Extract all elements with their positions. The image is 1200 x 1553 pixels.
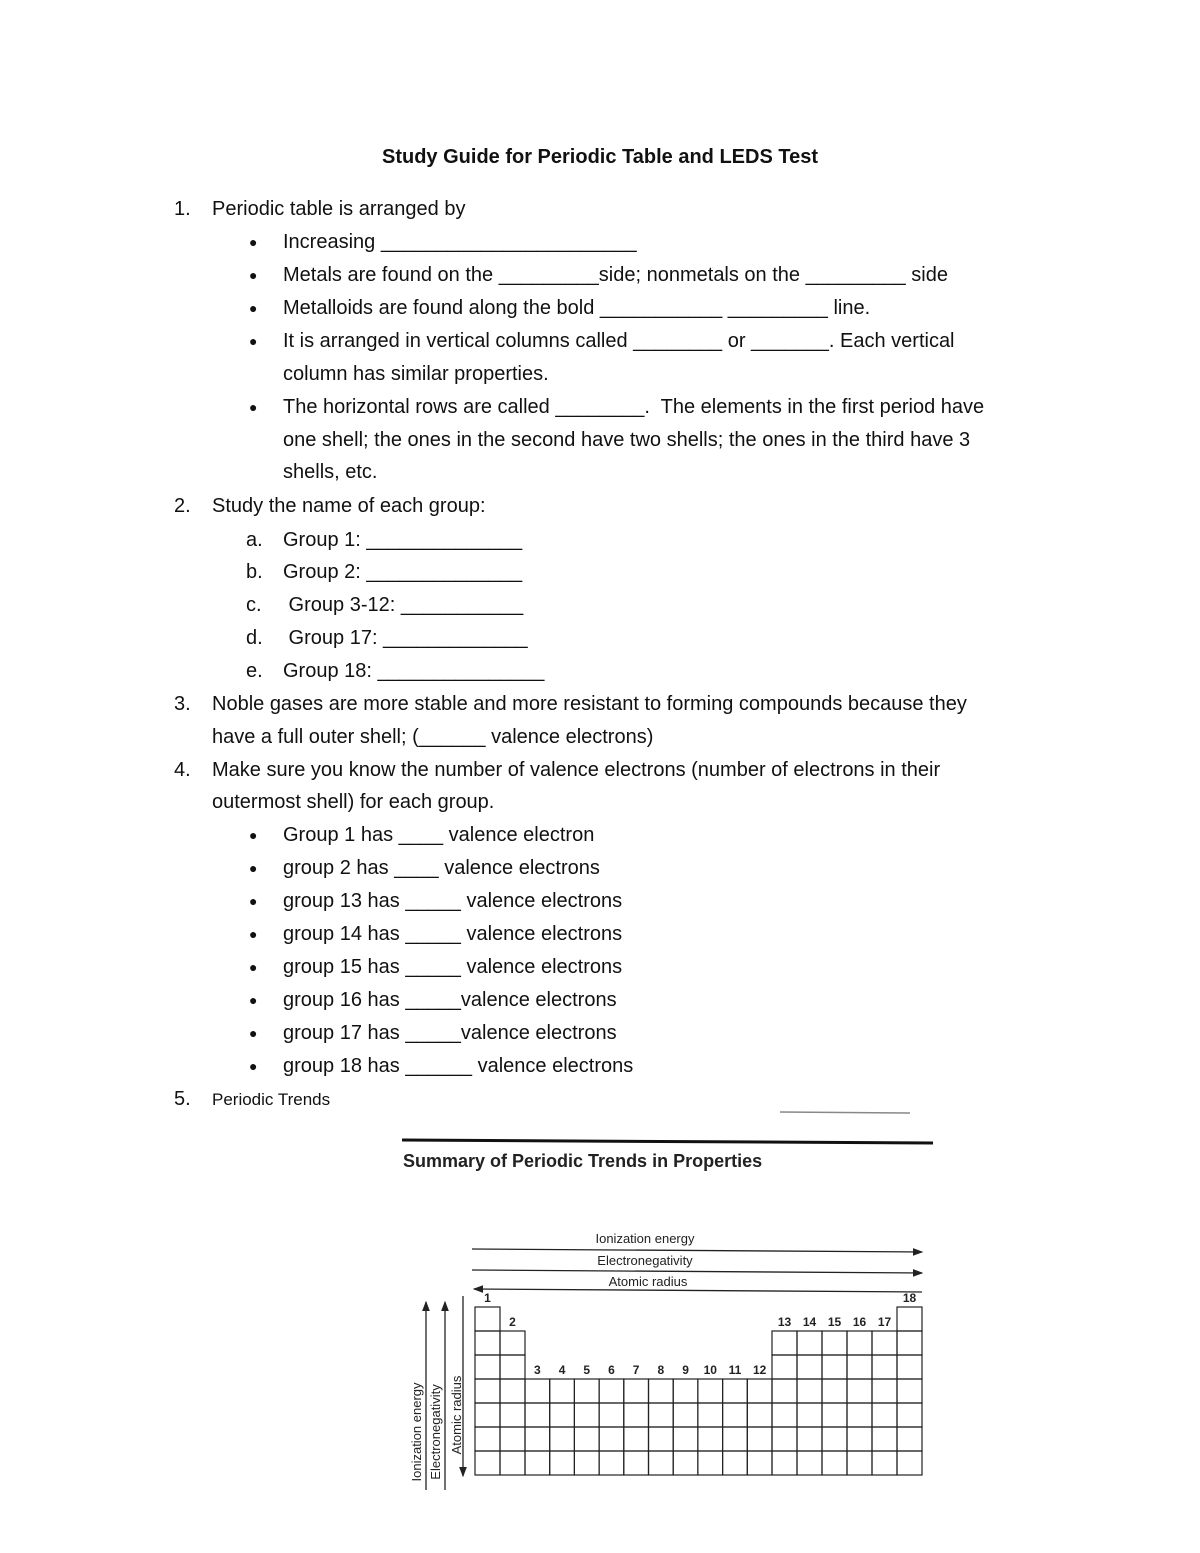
table-cell [822, 1331, 847, 1355]
table-cell [599, 1427, 624, 1451]
table-cell [847, 1451, 872, 1475]
group-label: 3 [534, 1363, 541, 1377]
group-label: 2 [509, 1315, 516, 1329]
table-cell [897, 1355, 922, 1379]
trend-label-electronegativity: Electronegativity [597, 1253, 693, 1268]
list-item: group 2 has ____ valence electrons [283, 857, 600, 879]
table-cell [847, 1355, 872, 1379]
list-item: Increasing _______________________ [283, 231, 637, 253]
bullet-icon: ● [249, 333, 258, 349]
vertical-label-ionization: Ionization energy [409, 1382, 424, 1482]
figure-title: Summary of Periodic Trends in Properties [403, 1151, 763, 1171]
question-text: Periodic table is arranged by [212, 198, 466, 220]
table-cell [822, 1427, 847, 1451]
group-label: 18 [902, 1291, 917, 1305]
table-cell [525, 1451, 550, 1475]
question-number: 3. [174, 693, 191, 715]
table-cell [698, 1403, 723, 1427]
table-cell [897, 1307, 922, 1331]
bullet-icon: ● [249, 1058, 258, 1074]
table-cell [897, 1451, 922, 1475]
bullet-icon: ● [249, 860, 258, 876]
table-cell [624, 1379, 649, 1403]
table-cell [525, 1379, 550, 1403]
list-item: Metalloids are found along the bold ___________ _________ line. [283, 297, 871, 319]
divider [402, 1140, 933, 1143]
table-cell [525, 1427, 550, 1451]
table-cell [475, 1403, 500, 1427]
divider [780, 1112, 910, 1113]
table-cell [475, 1355, 500, 1379]
group-label: 1 [484, 1291, 491, 1305]
table-cell [772, 1451, 797, 1475]
table-cell [673, 1379, 698, 1403]
table-cell [772, 1331, 797, 1355]
list-item: group 17 has _____valence electrons [283, 1022, 617, 1044]
group-label: 14 [802, 1315, 817, 1329]
question-text: Periodic Trends [212, 1090, 331, 1109]
group-label: 7 [632, 1363, 640, 1377]
table-cell [649, 1379, 674, 1403]
table-cell [897, 1331, 922, 1355]
table-cell [772, 1355, 797, 1379]
table-cell [847, 1403, 872, 1427]
page-title: Study Guide for Periodic Table and LEDS Test [382, 146, 818, 168]
table-cell [897, 1379, 922, 1403]
trend-arrow-right [472, 1270, 922, 1273]
list-item: group 15 has _____ valence electrons [283, 956, 623, 978]
group-label: 13 [777, 1315, 792, 1329]
list-item: shells, etc. [283, 461, 378, 483]
table-cell [500, 1403, 525, 1427]
bullet-icon: ● [249, 926, 258, 942]
table-cell [574, 1451, 599, 1475]
list-letter: b. [246, 561, 263, 583]
question-number: 4. [174, 759, 191, 781]
bullet-icon: ● [249, 267, 258, 283]
table-cell [772, 1427, 797, 1451]
list-item: Metals are found on the _________side; nonmetals on the _________ side [283, 264, 948, 286]
group-label: 17 [877, 1315, 892, 1329]
list-letter: d. [246, 627, 263, 649]
table-cell [500, 1427, 525, 1451]
question-number: 5. [174, 1088, 191, 1110]
bullet-icon: ● [249, 959, 258, 975]
bullet-icon: ● [249, 399, 258, 415]
list-item: The horizontal rows are called ________. The elements in the first period have [283, 396, 985, 418]
table-cell [475, 1307, 500, 1331]
table-cell [599, 1403, 624, 1427]
table-cell [723, 1403, 748, 1427]
table-cell [797, 1427, 822, 1451]
table-cell [649, 1427, 674, 1451]
table-cell [599, 1379, 624, 1403]
table-cell [797, 1331, 822, 1355]
table-cell [500, 1331, 525, 1355]
table-cell [574, 1427, 599, 1451]
list-item: Group 1 has ____ valence electron [283, 824, 595, 846]
trend-arrow-right [472, 1249, 922, 1252]
table-cell [747, 1379, 772, 1403]
table-cell [872, 1355, 897, 1379]
table-cell [649, 1451, 674, 1475]
group-label: 9 [682, 1363, 689, 1377]
question-text: outermost shell) for each group. [212, 791, 495, 813]
group-label: 6 [608, 1363, 615, 1377]
table-cell [574, 1379, 599, 1403]
list-item: group 16 has _____valence electrons [283, 989, 617, 1011]
table-cell [723, 1427, 748, 1451]
table-cell [747, 1427, 772, 1451]
table-cell [872, 1403, 897, 1427]
bullet-icon: ● [249, 1025, 258, 1041]
trend-arrow-left [474, 1289, 922, 1292]
question-number: 2. [174, 495, 191, 517]
vertical-label-electronegativity: Electronegativity [428, 1384, 443, 1480]
table-cell [698, 1379, 723, 1403]
list-item: Group 2: ______________ [283, 561, 523, 583]
bullet-icon: ● [249, 893, 258, 909]
table-cell [797, 1451, 822, 1475]
table-cell [475, 1427, 500, 1451]
bullet-icon: ● [249, 827, 258, 843]
list-item: Group 18: _______________ [283, 660, 545, 682]
group-label: 10 [703, 1363, 717, 1377]
table-cell [822, 1379, 847, 1403]
vertical-label-atomic-radius: Atomic radius [449, 1375, 464, 1455]
table-cell [847, 1379, 872, 1403]
group-label: 8 [657, 1363, 665, 1377]
table-cell [649, 1403, 674, 1427]
list-item: group 18 has ______ valence electrons [283, 1055, 634, 1077]
table-cell [500, 1355, 525, 1379]
list-letter: c. [246, 594, 262, 616]
table-cell [723, 1451, 748, 1475]
table-cell [698, 1451, 723, 1475]
group-label: 15 [827, 1315, 842, 1329]
table-cell [822, 1355, 847, 1379]
table-cell [822, 1403, 847, 1427]
group-label: 5 [583, 1363, 591, 1377]
group-label: 4 [558, 1363, 566, 1377]
table-cell [897, 1427, 922, 1451]
group-label: 12 [752, 1363, 767, 1377]
list-item: Group 17: _____________ [283, 627, 528, 649]
table-cell [772, 1403, 797, 1427]
table-cell [847, 1427, 872, 1451]
bullet-icon: ● [249, 234, 258, 250]
table-cell [772, 1379, 797, 1403]
group-label: 11 [728, 1363, 742, 1377]
question-text: Make sure you know the number of valence electrons (number of electrons in their [212, 759, 941, 781]
question-number: 1. [174, 198, 191, 220]
trend-label-ionization: Ionization energy [595, 1231, 695, 1246]
group-label: 16 [852, 1315, 867, 1329]
table-cell [624, 1403, 649, 1427]
table-cell [475, 1331, 500, 1355]
question-text: Noble gases are more stable and more resistant to forming compounds because they [212, 693, 967, 715]
table-cell [673, 1427, 698, 1451]
list-item: group 14 has _____ valence electrons [283, 923, 623, 945]
table-cell [550, 1403, 575, 1427]
table-cell [673, 1451, 698, 1475]
table-cell [698, 1427, 723, 1451]
table-cell [797, 1379, 822, 1403]
table-cell [872, 1427, 897, 1451]
table-cell [747, 1451, 772, 1475]
table-cell [624, 1451, 649, 1475]
list-item: one shell; the ones in the second have two shells; the ones in the third have 3 [283, 429, 971, 451]
table-cell [500, 1379, 525, 1403]
table-cell [599, 1451, 624, 1475]
table-cell [723, 1379, 748, 1403]
table-cell [847, 1331, 872, 1355]
list-item: Group 3-12: ___________ [283, 594, 524, 616]
bullet-icon: ● [249, 300, 258, 316]
table-cell [475, 1451, 500, 1475]
table-cell [897, 1403, 922, 1427]
table-cell [872, 1379, 897, 1403]
table-cell [822, 1451, 847, 1475]
table-cell [797, 1355, 822, 1379]
table-cell [550, 1379, 575, 1403]
table-cell [797, 1403, 822, 1427]
bullet-icon: ● [249, 992, 258, 1008]
table-cell [550, 1451, 575, 1475]
table-cell [574, 1403, 599, 1427]
list-letter: e. [246, 660, 263, 682]
question-text: Study the name of each group: [212, 495, 486, 517]
table-cell [624, 1427, 649, 1451]
table-cell [872, 1451, 897, 1475]
question-text: have a full outer shell; (______ valence electrons) [212, 726, 654, 748]
list-item: group 13 has _____ valence electrons [283, 890, 623, 912]
table-cell [475, 1379, 500, 1403]
table-cell [525, 1403, 550, 1427]
table-cell [500, 1451, 525, 1475]
trend-label-atomic-radius: Atomic radius [608, 1274, 688, 1289]
list-item: column has similar properties. [283, 363, 549, 385]
list-item: Group 1: ______________ [283, 529, 523, 551]
table-cell [747, 1403, 772, 1427]
table-cell [872, 1331, 897, 1355]
table-cell [673, 1403, 698, 1427]
list-letter: a. [246, 529, 263, 551]
table-cell [550, 1427, 575, 1451]
list-item: It is arranged in vertical columns called ________ or _______. Each vertical [283, 330, 955, 352]
